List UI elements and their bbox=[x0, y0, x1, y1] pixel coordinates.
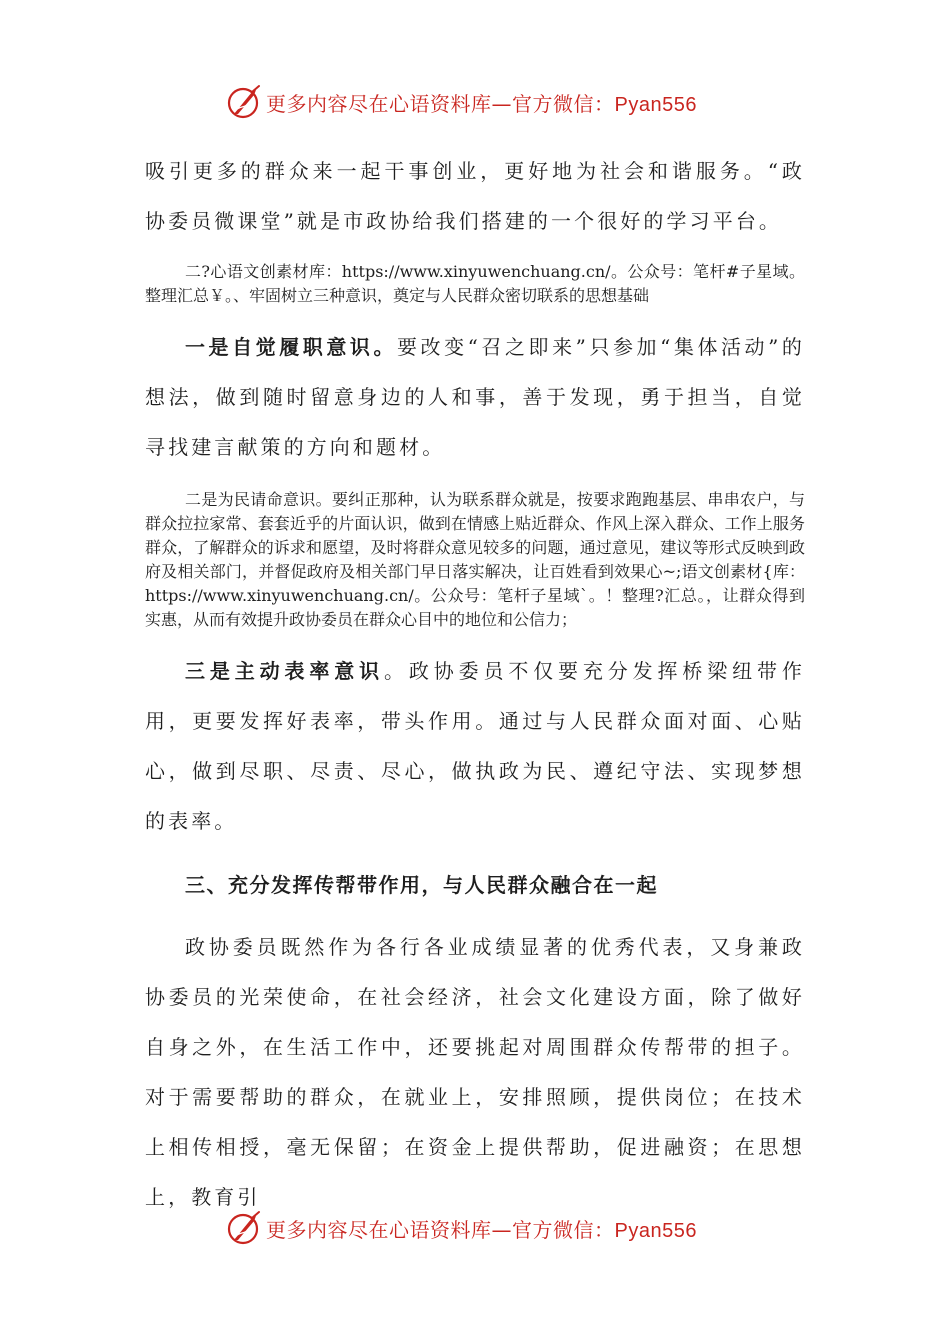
paragraph-3 bbox=[145, 322, 805, 472]
banner-main-text: 更多内容尽在心语资料库 bbox=[266, 1218, 492, 1242]
paragraph-5 bbox=[145, 646, 805, 846]
banner-wx-id: Pyan556 bbox=[614, 94, 697, 116]
quill-pen-logo-icon bbox=[226, 1210, 262, 1246]
banner-wx-id: Pyan556 bbox=[614, 1220, 697, 1242]
section-heading-3: 三、充分发挥传帮带作用，与人民群众融合在一起 bbox=[185, 873, 658, 897]
paragraph-3-bold: 一是自觉履职意识。 bbox=[185, 335, 397, 359]
banner-text bbox=[266, 88, 697, 117]
paragraph-2: 二?心语文创素材库：https://www.xinyuwenchuang.cn/。公众号：笔杆#子星域。整理汇总￥。、牢固树立三种意识，奠定与人民群众密切联系的思想基础 bbox=[145, 262, 805, 305]
paragraph-5-text: 。政协委员不仅要充分发挥桥梁纽带作用，更要发挥好表率，带头作用。通过与人民群众面对面、心贴心，做到尽职、尽责、尽心，做执政为民、遵纪守法、实现梦想的表率。 bbox=[145, 659, 805, 833]
paragraph-4: 二是为民请命意识。要纠正那种，认为联系群众就是，按要求跑跑基层、串串农户，与群众拉拉家常、套套近乎的片面认识，做到在情感上贴近群众、作风上深入群众、工作上服务群众，了解群众的诉求和愿望，及时将群众意见较多的问题，通过意见，建议等形式反映到政府及相关部门，并督促政府及相关部门早日落实解决，让百姓看到效果心~;语文创素材{库：https://www.xinyuwenchuang.cn/。公众号：笔杆子星域`。！整理?汇总。，让群众得到实惠，从而有效提升政协委员在群众心目中的地位和公信力； bbox=[145, 490, 805, 629]
banner-dash: — bbox=[491, 1218, 512, 1242]
header-banner bbox=[0, 82, 950, 122]
banner-dash: — bbox=[491, 92, 512, 116]
document-body bbox=[145, 146, 805, 1222]
banner-text bbox=[266, 1214, 697, 1243]
paragraph-6: 政协委员既然作为各行各业成绩显著的优秀代表，又身兼政协委员的光荣使命，在社会经济，社会文化建设方面，除了做好自身之外，在生活工作中，还要挑起对周围群众传帮带的担子。对于需要帮助的群众，在就业上，安排照顾，提供岗位；在技术上相传相授，毫无保留；在资金上提供帮助，促进融资；在思想上，教育引 bbox=[145, 935, 805, 1209]
banner-wx-label: 官方微信： bbox=[512, 1218, 615, 1242]
quill-pen-logo-icon bbox=[226, 84, 262, 120]
paragraph-3-text: 要改变“召之即来”只参加“集体活动”的想法，做到随时留意身边的人和事，善于发现，勇于担当，自觉寻找建言献策的方向和题材。 bbox=[145, 335, 805, 459]
footer-banner bbox=[0, 1208, 950, 1248]
banner-wx-label: 官方微信： bbox=[512, 92, 615, 116]
paragraph-1: 吸引更多的群众来一起干事创业，更好地为社会和谐服务。“政协委员微课堂”就是市政协给我们搭建的一个很好的学习平台。 bbox=[145, 159, 805, 233]
paragraph-5-bold: 三是主动表率意识 bbox=[185, 659, 384, 683]
banner-main-text: 更多内容尽在心语资料库 bbox=[266, 92, 492, 116]
